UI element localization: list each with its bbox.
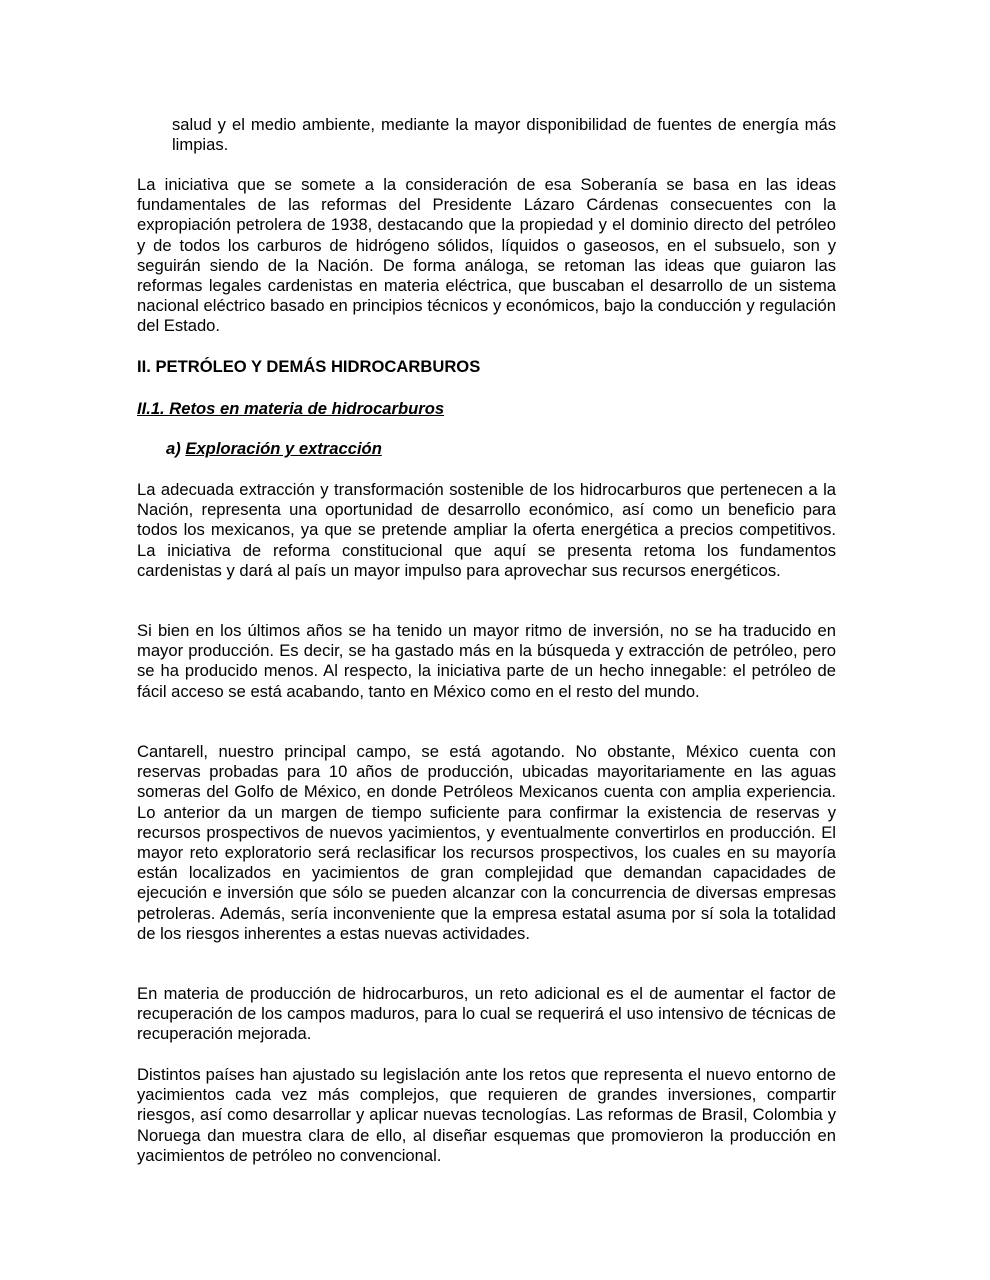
item-marker: a) <box>166 439 181 458</box>
paragraph-materia: En materia de producción de hidrocarburos, un reto adicional es el de aumentar el factor de recuperación de los campos maduros, para lo cual se requerirá el uso intensivo de técnicas de recuperación mejorada. <box>137 984 836 1044</box>
paragraph-iniciativa: La iniciativa que se somete a la consideración de esa Soberanía se basa en las ideas fundamentales de las reformas del Presidente Lázaro Cárdenas consecuentes con la expropiación petrolera de 1938, destacando que la propiedad y el dominio directo del petróleo y de todos los carburos de hidrógeno sólidos, líquidos o gaseosos, en el subsuelo, son y seguirán siendo de la Nación. De forma análoga, se retoman las ideas que guiaron las reformas legales cardenistas en materia eléctrica, que buscaban el desarrollo de un sistema nacional eléctrico basado en principios técnicos y económicos, bajo la conducción y regulación del Estado. <box>137 175 836 336</box>
continuation-paragraph: salud y el medio ambiente, mediante la mayor disponibilidad de fuentes de energía más limpias. <box>172 115 836 155</box>
section-title: II. PETRÓLEO Y DEMÁS HIDROCARBUROS <box>137 357 481 376</box>
paragraph-sibien: Si bien en los últimos años se ha tenido un mayor ritmo de inversión, no se ha traducido en mayor producción. Es decir, se ha gastado más en la búsqueda y extracción de petróleo, pero se ha producido menos. Al respecto, la iniciativa parte de un hecho innegable: el petróleo de fácil acceso se está acabando, tanto en México como en el resto del mundo. <box>137 621 836 701</box>
paragraph-distintos: Distintos países han ajustado su legislación ante los retos que representa el nuevo entorno de yacimientos cada vez más complejos, que requieren de grandes inversiones, compartir riesgos, así como desarrollar y aplicar nuevas tecnologías. Las reformas de Brasil, Colombia y Noruega dan muestra clara de ello, al diseñar esquemas que promovieron la producción en yacimientos de petróleo no convencional. <box>137 1065 836 1165</box>
subsection-title: II.1. Retos en materia de hidrocarburos <box>137 399 445 418</box>
paragraph-cantarell: Cantarell, nuestro principal campo, se está agotando. No obstante, México cuenta con reservas probadas para 10 años de producción, ubicadas mayoritariamente en las aguas someras del Golfo de México, en donde Petróleos Mexicanos cuenta con amplia experiencia. Lo anterior da un margen de tiempo suficiente para confirmar la existencia de reservas y recursos prospectivos de nuevos yacimientos, y eventualmente convertirlos en producción. El mayor reto exploratorio será reclasificar los recursos prospectivos, los cuales en su mayoría están localizados en yacimientos de gran complejidad que demandan capacidades de ejecución e inversión que sólo se pueden alcanzar con la concurrencia de diversas empresas petroleras. Además, sería inconveniente que la empresa estatal asuma por sí sola la totalidad de los riesgos inherentes a estas nuevas actividades. <box>137 742 836 943</box>
item-title: Exploración y extracción <box>185 439 382 458</box>
item-heading <box>166 439 382 459</box>
paragraph-adecuada: La adecuada extracción y transformación sostenible de los hidrocarburos que pertenecen a la Nación, representa una oportunidad de desarrollo económico, así como un beneficio para todos los mexicanos, ya que se pretende ampliar la oferta energética a precios competitivos. La iniciativa de reforma constitucional que aquí se presenta retoma los fundamentos cardenistas y dará al país un mayor impulso para aprovechar sus recursos energéticos. <box>137 480 836 580</box>
